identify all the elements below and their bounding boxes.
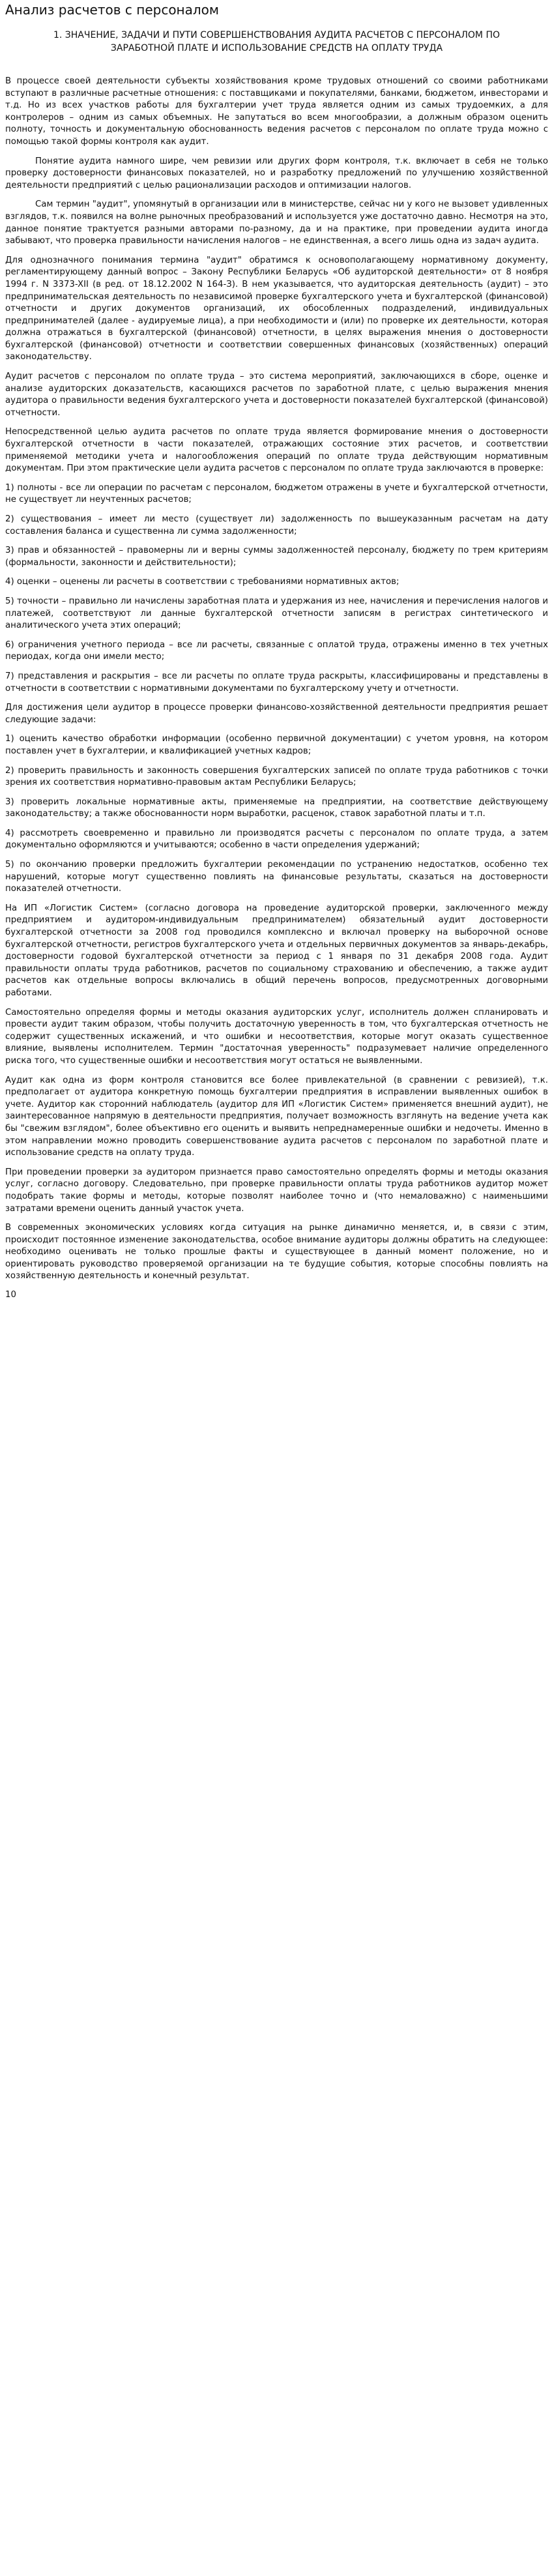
section-heading: 1. ЗНАЧЕНИЕ, ЗАДАЧИ И ПУТИ СОВЕРШЕНСТВОВАНИЯ АУДИТА РАСЧЕТОВ С ПЕРСОНАЛОМ ПО ЗАРАБОТНОЙ ПЛАТЕ И ИСПОЛЬЗОВАНИЕ СРЕДСТВ НА ОПЛАТУ ТРУДА — [53, 30, 500, 53]
paragraph: 1) полноты - все ли операции по расчетам с персоналом, бюджетом отражены в учете и бухгалтерской отчетности, не существует ли неучтенных расчетов; — [5, 482, 548, 505]
paragraph: 5) по окончанию проверки предложить бухгалтерии рекомендации по устранению недостатков, особенно тех нарушений, которые могут существенно повлиять на финансовые результаты, сказаться на достоверности показателей отчетности. — [5, 860, 548, 894]
paragraph: Самостоятельно определяя формы и методы оказания аудиторских услуг, исполнитель должен спланировать и провести аудит таким образом, чтобы получить достаточную уверенность в том, что бухгалтерская отчетность не содержит существенных искажений, и что ошибки и несоответствия, которые могут оказать существенное влияние, выявлены исполнителем. Термин "достаточная уверенность" подразумевает наличие определенного риска того, что существенные ошибки и несоответствия могут остаться не выявленными. — [5, 1007, 548, 1066]
paragraph: Аудит расчетов с персоналом по оплате труда – это система мероприятий, заключающихся в сборе, оценке и анализе аудиторских доказательств, касающихся расчетов по заработной плате, с целью выражения мнения аудитора о правильности ведения бухгалтерского учета и достоверности показателей бухгалтерской (финансовой) отчетности. — [5, 372, 548, 418]
paragraph: Для достижения цели аудитор в процессе проверки финансово-хозяйственной деятельности предприятия решает следующие задачи: — [5, 703, 548, 725]
paragraph: 4) рассмотреть своевременно и правильно ли производятся расчеты с персоналом по оплате труда, а затем документально оформляются и учитываются; особенно в части определения удержаний; — [5, 828, 548, 851]
paragraph: 4) оценки – оценены ли расчеты в соответствии с требованиями нормативных актов; — [5, 577, 399, 587]
paragraph: 5) точности – правильно ли начислены заработная плата и удержания из нее, начисления и перечисления налогов и платежей, соответствуют ли данные бухгалтерской отчетности записям в регистрах синтетического и аналитического учета этих операций; — [5, 596, 548, 631]
paragraph: В процессе своей деятельности субъекты хозяйствования кроме трудовых отношений со своими работниками вступают в различные расчетные отношения: с поставщиками и покупателями, банками, бюджетом, инвесторами и т.д. Но из всех участков работы для бухгалтерии учет труда является одним из самых трудоемких, а для контролеров – одним из самых объемных. Не запутаться во всем многообразии, а должным образом оценить полноту, точность и документальную обоснованность ведения расчетов с персоналом по оплате труда можно с помощью такой формы контроля как аудит. — [5, 76, 548, 147]
document-body — [5, 76, 548, 1283]
paragraph: 3) прав и обязанностей – правомерны ли и верны суммы задолженностей персоналу, бюджету по трем критериям (формальности, законности и действительности); — [5, 546, 548, 568]
paragraph: 6) ограничения учетного периода – все ли расчеты, связанные с оплатой труда, отражены именно в тех учетных периодах, когда они имели место; — [5, 639, 548, 662]
paragraph: В современных экономических условиях когда ситуация на рынке динамично меняется, и, в связи с этим, происходит постоянное изменение законодательства, особое внимание аудиторы должны обратить на следующее: необходимо оценивать не только прошлые факты и существующее в данный момент положение, но и ориентировать руководство проверяемой организации на те будущие события, которые способны повлиять на хозяйственную деятельность и конечный результат. — [5, 1223, 548, 1281]
paragraph: 7) представления и раскрытия – все ли расчеты по оплате труда раскрыты, классифицированы и представлены в отчетности в соответствии с нормативными документами по бухгалтерскому учету и отчетности. — [5, 671, 548, 694]
paragraph: На ИП «Логистик Систем» (согласно договора на проведение аудиторской проверки, заключенного между предприятием и аудитором-индивидуальным предпринимателем) обязательный аудит достоверности бухгалтерской отчетности за 2008 год проводился комплексно и включал проверку на выборочной основе бухгалтерской отчетности, регистров бухгалтерского учета и отдельных первичных документов за январь-декабрь, достоверности годовой бухгалтерской отчетности за период с 1 января по 31 декабря 2008 года. Аудит правильности оплаты труда работников, расчетов по социальному страхованию и обеспечению, а также аудит расчетов как отдельные вопросы включались в общий перечень вопросов, предусмотренных договорными работами. — [5, 903, 548, 998]
paragraph: 3) проверить локальные нормативные акты, применяемые на предприятии, на соответствие действующему законодательству; а также обоснованности норм выработки, расценок, ставок заработной платы и т.п. — [5, 797, 548, 819]
page-number: 10 — [5, 1290, 16, 1300]
paragraph: Для однозначного понимания термина "аудит" обратимся к основополагающему нормативному документу, регламентирующему данный вопрос – Закону Республики Беларусь «Об аудиторской деятельности» от 8 ноября 1994 г. N 3373-XII (в ред. от 18.12.2002 N 164-З). В нем указывается, что аудиторская деятельность (аудит) – это предпринимательская деятельность по независимой проверке бухгалтерского учета и бухгалтерской (финансовой) отчетности и других документов организаций, их обособленных подразделений, индивидуальных предпринимателей (далее - аудируемые лица), а при необходимости и (или) по проверке их деятельности, которая должна отражаться в бухгалтерской (финансовой) отчетности, в целях выражения мнения о достоверности бухгалтерской (финансовой) отчетности и соответствии совершенных финансовых (хозяйственных) операций законодательству. — [5, 255, 548, 362]
paragraph: 2) проверить правильность и законность совершения бухгалтерских записей по оплате труда работников с точки зрения их соответствия нормативно-правовым актам Республики Беларусь; — [5, 765, 548, 788]
paragraph: Понятие аудита намного шире, чем ревизии или других форм контроля, т.к. включает в себя не только проверку достоверности финансовых показателей, но и разработку предложений по улучшению хозяйственной деятельности предприятий с целью рационализации расходов и оптимизации налогов. — [5, 156, 548, 190]
document-title: Анализ расчетов с персоналом — [5, 2, 219, 18]
paragraph: Непосредственной целью аудита расчетов по оплате труда является формирование мнения о достоверности бухгалтерской отчетности в части показателей, отражающих состояние этих расчетов, и соответствии применяемой методики учета и налогообложения операций по оплате труда действующим нормативным документам. При этом практические цели аудита расчетов с персоналом по оплате труда заключаются в проверке: — [5, 427, 548, 474]
paragraph: 1) оценить качество обработки информации (особенно первичной документации) с учетом уровня, на котором поставлен учет в бухгалтерии, и квалификацией учетных кадров; — [5, 734, 548, 756]
paragraph: Аудит как одна из форм контроля становится все более привлекательной (в сравнении с ревизией), т.к. предполагает от аудитора конкретную помощь бухгалтерии предприятия в исправлении выявленных ошибок в учете. Аудитор как сторонний наблюдатель (аудитор для ИП «Логистик Систем» применяется внешний аудит), не заинтересованное напрямую в деятельности предприятия, получает возможность взглянуть на ведение учета как бы "свежим взглядом", более объективно его оценить и выявить непреднамеренные ошибки и недочеты. Именно в этом направлении можно проводить совершенствование аудита расчетов с персоналом по заработной плате и использование средств на оплату труда. — [5, 1075, 548, 1158]
paragraph: Сам термин "аудит", упомянутый в организации или в министерстве, сейчас ни у кого не вызовет удивленных взглядов, т.к. появился на волне рыночных преобразований и используется уже достаточно давно. Несмотря на это, данное понятие трактуется разными авторами по-разному, да и на практике, при проведении аудита иногда забывают, что проверка правильности начисления налогов – не единственная, а всего лишь одна из задач аудита. — [5, 199, 548, 246]
paragraph: 2) существования – имеет ли место (существует ли) задолженность по вышеуказанным расчетам на дату составления баланса и существенна ли сумма задолженности; — [5, 514, 548, 536]
paragraph: При проведении проверки за аудитором признается право самостоятельно определять формы и методы оказания услуг, согласно договору. Следовательно, при проверке правильности оплаты труда работников аудитор может подобрать такие формы и методы, которые позволят наиболее точно и (что немаловажно) с наименьшими затратами времени оценить данный участок учета. — [5, 1167, 548, 1214]
